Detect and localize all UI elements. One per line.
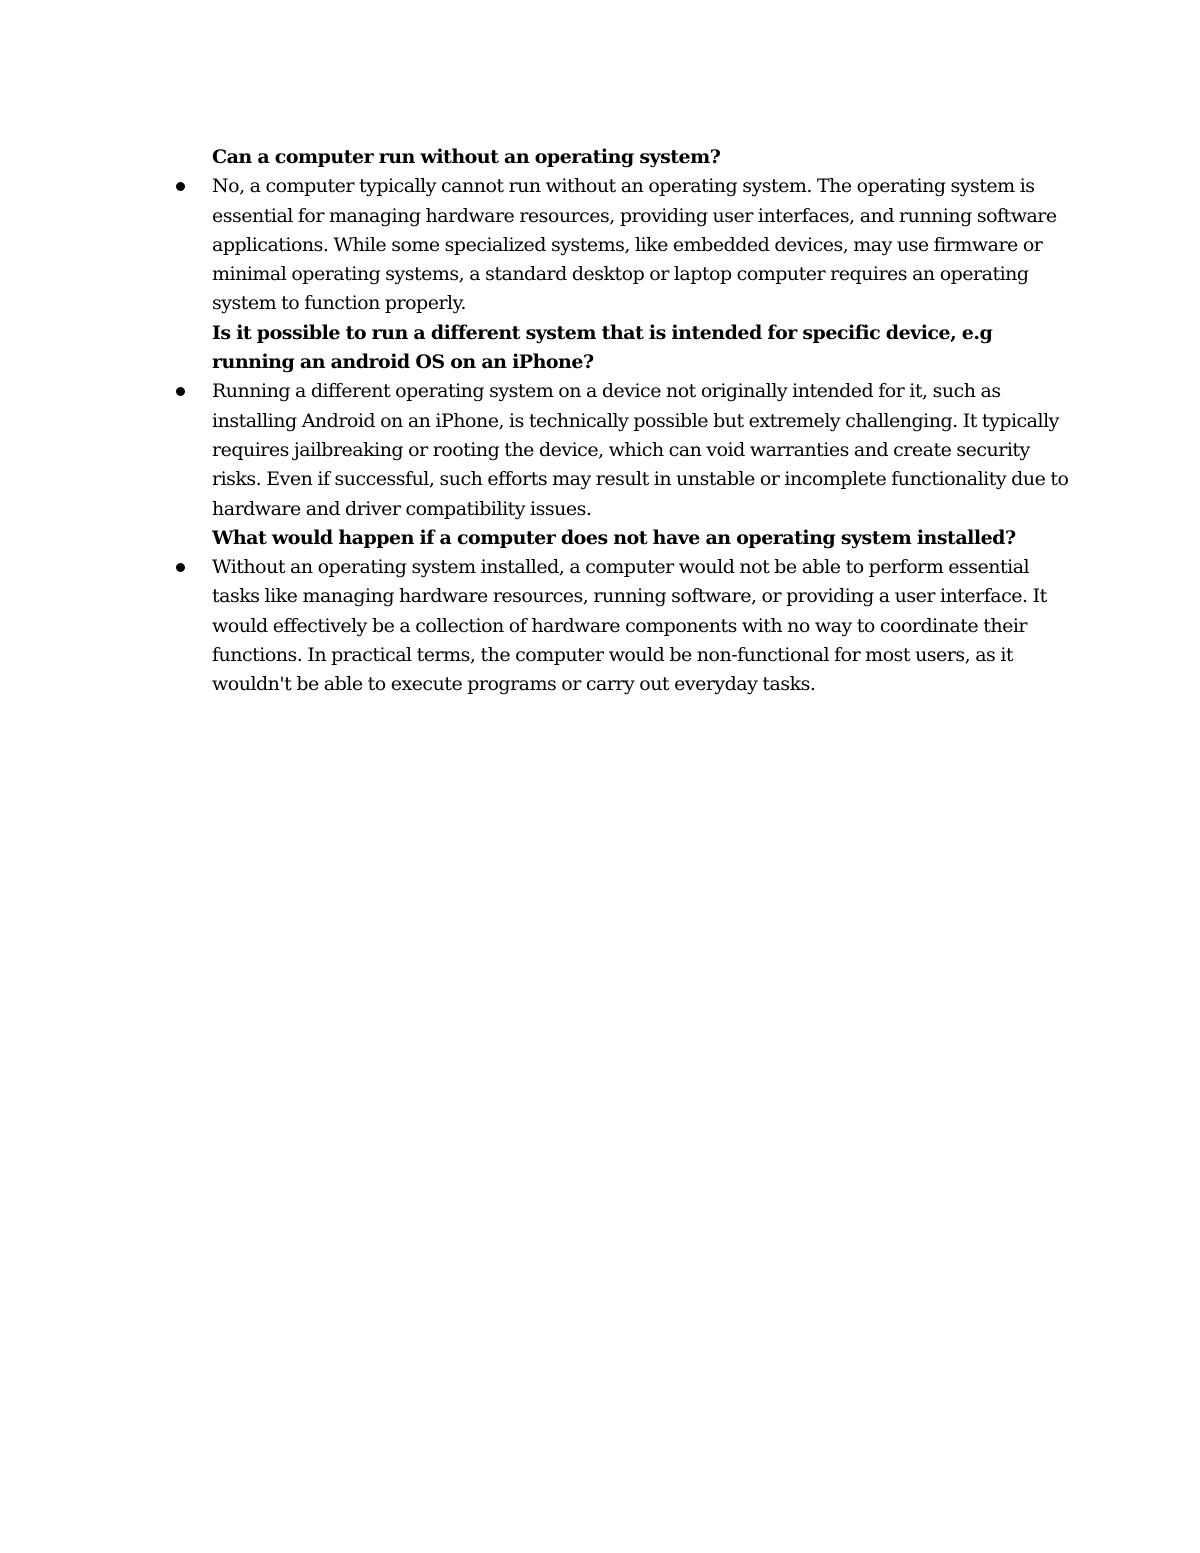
document-body bbox=[212, 143, 1072, 700]
answer-text: No, a computer typically cannot run without an operating system. The operating system is essential for managing hardware resources, providing user interfaces, and running software applications. While some specialized systems, like embedded devices, may use firmware or minimal operating systems, a standard desktop or laptop computer requires an operating system to function properly. bbox=[212, 175, 1057, 315]
answer-text: Without an operating system installed, a computer would not be able to perform essential tasks like managing hardware resources, running software, or providing a user interface. It would effectively be a collection of hardware components with no way to coordinate their functions. In practical terms, the computer would be non-functional for most users, as it wouldn't be able to execute programs or carry out everyday tasks. bbox=[212, 556, 1047, 696]
question-heading: Is it possible to run a different system that is intended for specific device, e.g running an android OS on an iPhone? bbox=[212, 321, 993, 374]
bullet-icon bbox=[176, 182, 185, 191]
answer-list-item bbox=[212, 377, 1072, 523]
question-heading: What would happen if a computer does not have an operating system installed? bbox=[212, 526, 1016, 549]
bullet-icon bbox=[176, 387, 185, 396]
answer-text: Running a different operating system on a device not originally intended for it, such as installing Android on an iPhone, is technically possible but extremely challenging. It typically requires jailbreaking or rooting the device, which can void warranties and create security risks. Even if successful, such efforts may result in unstable or incomplete functionality due to hardware and driver compatibility issues. bbox=[212, 380, 1069, 520]
answer-list-item bbox=[212, 553, 1072, 699]
question-heading: Can a computer run without an operating system? bbox=[212, 146, 721, 168]
bullet-icon bbox=[176, 563, 185, 572]
answer-list-item bbox=[212, 172, 1072, 318]
